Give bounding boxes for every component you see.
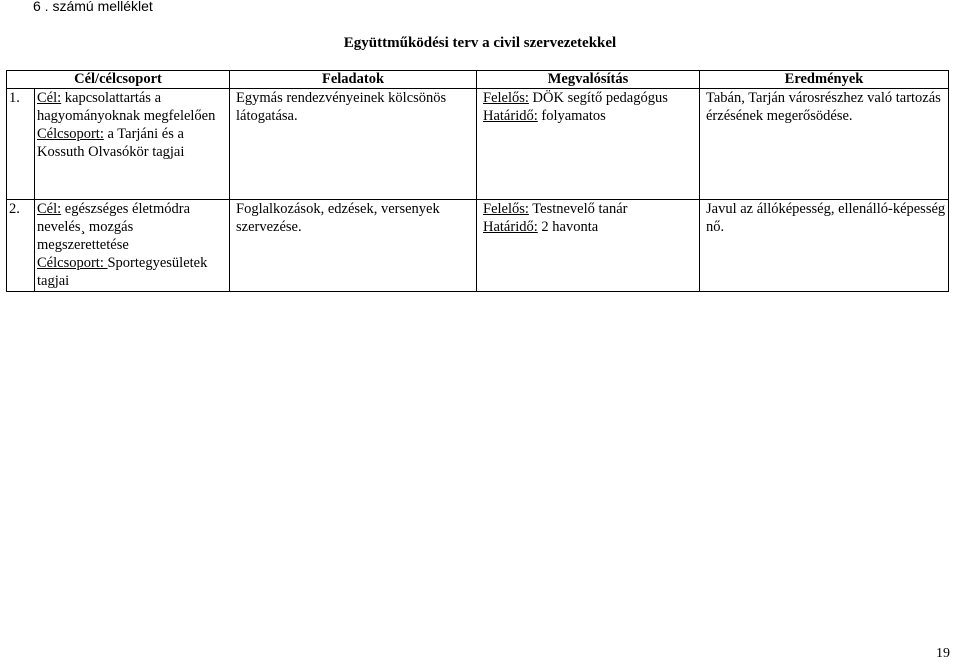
goal-text: egészséges életmódra nevelés¸ mozgás megszerettetése [37, 201, 191, 253]
header-goal: Cél/célcsoport [7, 71, 230, 89]
header-row [7, 71, 949, 89]
table-row [7, 89, 949, 200]
row-number: 1. [7, 89, 35, 200]
header-results: Eredmények [700, 71, 949, 89]
deadline-label: Határidő: [483, 219, 538, 235]
goal-cell [35, 200, 230, 292]
header-implementation: Megvalósítás [477, 71, 700, 89]
header-tasks: Feladatok [230, 71, 477, 89]
document-title: Együttműködési terv a civil szervezetekkel [343, 35, 617, 51]
deadline-text: folyamatos [537, 108, 606, 124]
row-number: 2. [7, 200, 35, 292]
task-cell: Foglalkozások, edzések, versenyek szervezése. [230, 200, 477, 292]
responsible-text: DÖK segítő pedagógus [528, 90, 668, 106]
task-cell: Egymás rendezvényeinek kölcsönös látogatása. [230, 89, 477, 200]
appendix-title: 6 . számú melléklet [33, 0, 153, 14]
target-text: a Tarjáni és a Kossuth Olvasókör tagjai [37, 126, 185, 160]
page-number: 19 [936, 646, 950, 661]
responsible-text: Testnevelő tanár [528, 201, 628, 217]
table-row [7, 200, 949, 292]
deadline-label: Határidő: [483, 108, 538, 124]
responsible-label: Felelős: [483, 90, 529, 106]
goal-cell [35, 89, 230, 200]
result-cell: Tabán, Tarján városrészhez való tartozás érzésének megerősödése. [700, 89, 949, 200]
cooperation-plan-table [6, 70, 949, 292]
target-label: Célcsoport: [37, 126, 104, 142]
responsible-label: Felelős: [483, 201, 529, 217]
implementation-cell [477, 200, 700, 292]
goal-label: Cél: [37, 201, 62, 217]
target-label: Célcsoport: [37, 255, 108, 271]
deadline-text: 2 havonta [537, 219, 599, 235]
result-cell: Javul az állóképesség, ellenálló-képesség nő. [700, 200, 949, 292]
goal-label: Cél: [37, 90, 62, 106]
goal-text: kapcsolattartás a hagyományoknak megfelelően [37, 90, 216, 124]
target-text: Sportegyesületek tagjai [37, 255, 208, 289]
implementation-cell [477, 89, 700, 200]
